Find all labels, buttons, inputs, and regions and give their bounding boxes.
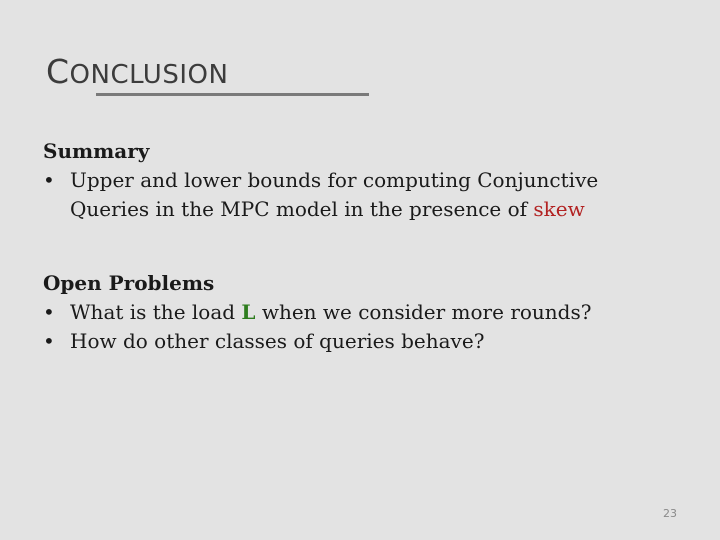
summary-section — [43, 137, 683, 224]
open-problems-bullet-1 — [43, 298, 683, 327]
open-problems-bullet-1-before: What is the load — [70, 300, 242, 324]
summary-heading: Summary — [43, 139, 150, 163]
open-problems-bullet-1-after: when we consider more rounds? — [255, 300, 592, 324]
summary-bullet-line-2-text: Queries in the MPC model in the presence of — [70, 197, 534, 221]
open-problems-bullet-2 — [43, 327, 683, 356]
open-problems-section — [43, 269, 683, 356]
summary-bullet — [43, 166, 683, 224]
slide-title-initial: C — [46, 52, 70, 91]
load-highlight: L — [241, 300, 256, 324]
slide-title-rest: ONCLUSION — [69, 60, 229, 90]
bullet-icon: • — [43, 168, 55, 192]
summary-bullet-line-2 — [70, 195, 683, 224]
open-problems-bullet-2-text: How do other classes of queries behave? — [70, 329, 485, 353]
page-number: 23 — [663, 507, 677, 520]
bullet-icon: • — [43, 300, 55, 324]
title-underline — [96, 93, 369, 96]
slide-title — [46, 52, 228, 95]
open-problems-heading: Open Problems — [43, 271, 215, 295]
skew-highlight: skew — [533, 197, 585, 221]
summary-bullet-line-1: Upper and lower bounds for computing Conjunctive — [70, 168, 599, 192]
bullet-icon: • — [43, 329, 55, 353]
